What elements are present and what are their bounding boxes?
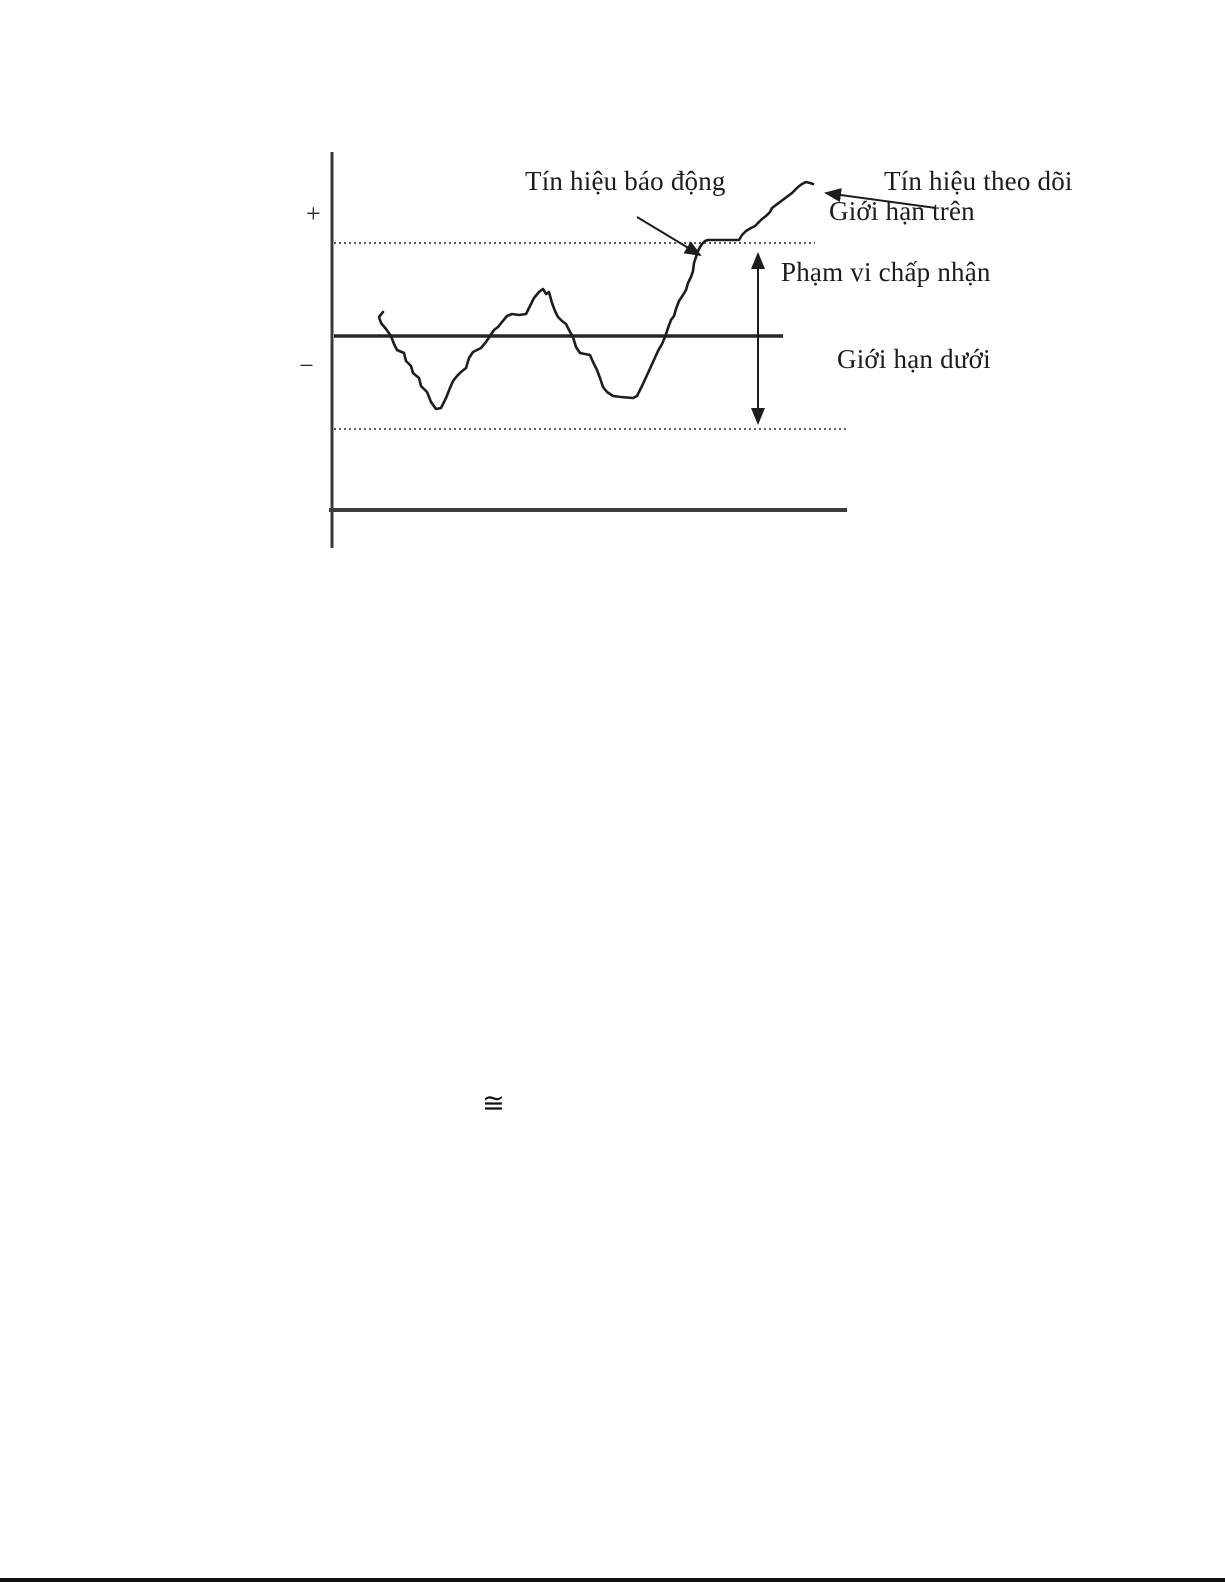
y-axis-minus-label: −	[299, 351, 314, 380]
approx-equal-symbol: ≅	[482, 1088, 505, 1119]
y-axis-plus-label: +	[306, 199, 321, 228]
label-alarm-signal: Tín hiệu báo động	[525, 166, 726, 196]
label-acceptance-range: Phạm vi chấp nhận	[781, 257, 991, 287]
signal-curve	[379, 182, 813, 409]
label-upper-limit: Giới hạn trên	[829, 196, 975, 226]
alarm-signal-arrow	[637, 217, 700, 255]
label-monitor-signal: Tín hiệu theo dõi	[884, 166, 1073, 196]
label-lower-limit: Giới hạn dưới	[837, 344, 991, 374]
